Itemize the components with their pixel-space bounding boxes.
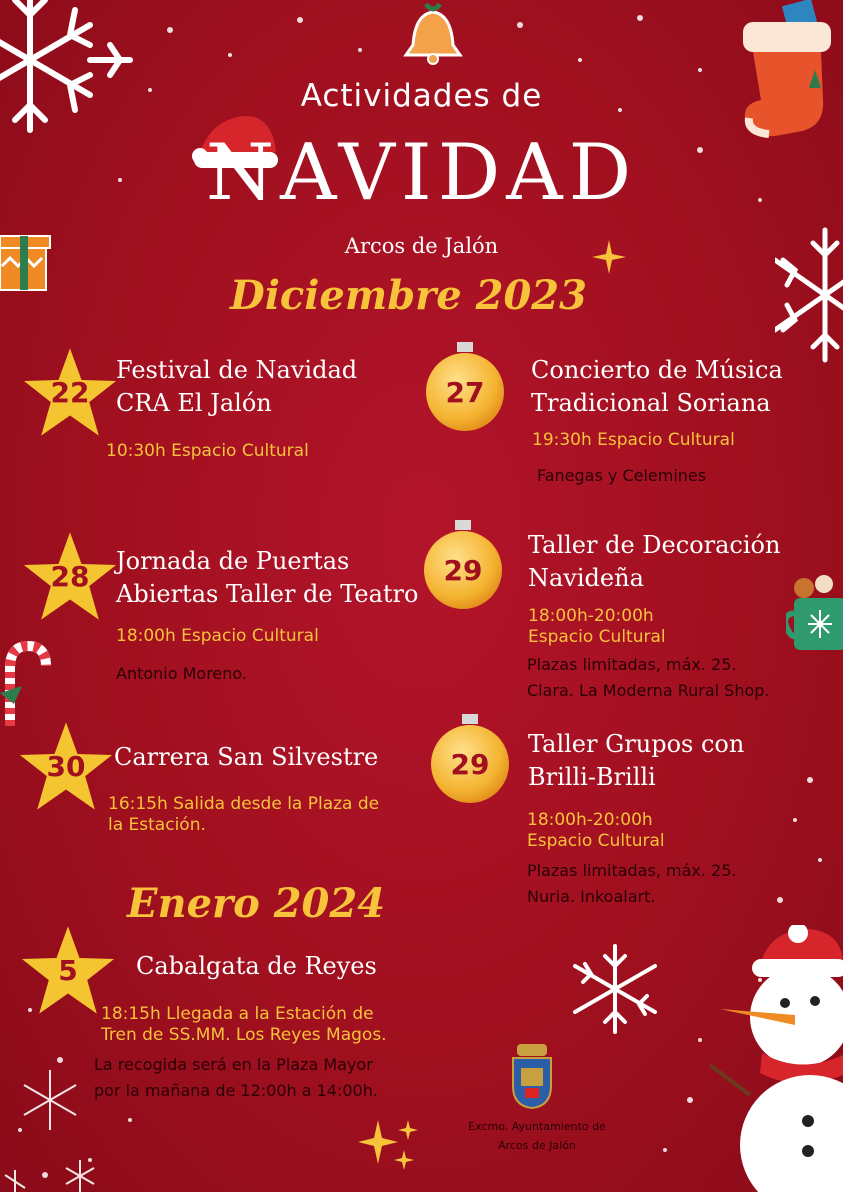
event-note: Fanegas y Celemines — [537, 466, 707, 485]
day-badge-ornament: 27 — [425, 340, 505, 434]
event-title: Concierto de Música Tradicional Soriana — [531, 356, 783, 417]
event-note: Plazas limitadas, máx. 25. Nuria. Inkoalart. — [527, 861, 737, 906]
event-title: Jornada de Puertas Abiertas Taller de Teatro — [116, 547, 419, 608]
bell-icon — [398, 0, 468, 70]
day-badge-ornament: 29 — [430, 712, 510, 806]
event-info: 18:00h-20:00h Espacio Cultural — [527, 810, 665, 851]
candy-cane-icon — [0, 638, 60, 728]
event-info: 18:00h Espacio Cultural — [116, 626, 319, 646]
event-info: 18:15h Llegada a la Estación de Tren de SS.MM. Los Reyes Magos. — [101, 1004, 387, 1045]
event-title: Taller Grupos con Brilli-Brilli — [528, 730, 745, 791]
hot-chocolate-mug-icon — [786, 568, 843, 656]
event-info: 10:30h Espacio Cultural — [106, 441, 309, 461]
event-title: Festival de Navidad CRA El Jalón — [116, 356, 358, 417]
event-note: Plazas limitadas, máx. 25. Clara. La Moderna Rural Shop. — [527, 655, 770, 700]
snowflake-icon — [0, 0, 150, 140]
event-note: La recogida será en la Plaza Mayor por la mañana de 12:00h a 14:00h. — [94, 1055, 378, 1100]
snowflake-icon — [0, 1060, 120, 1192]
stocking-icon — [735, 0, 843, 145]
day-badge-star: 28 — [22, 530, 118, 622]
day-badge-star: 30 — [18, 720, 114, 812]
coat-of-arms-logo — [509, 1042, 555, 1110]
day-badge-star: 22 — [22, 346, 118, 438]
event-title: Cabalgata de Reyes — [136, 952, 377, 980]
header-main-title: NAVIDAD — [205, 128, 638, 218]
sparkle-icon — [358, 1116, 422, 1172]
day-badge-star: 5 — [20, 924, 116, 1016]
event-info: 19:30h Espacio Cultural — [532, 430, 735, 450]
footer-organizer: Excmo. Ayuntamiento de Arcos de Jalón — [468, 1120, 606, 1152]
event-info: 18:00h-20:00h Espacio Cultural — [528, 606, 666, 647]
month-heading-december: Diciembre 2023 — [230, 272, 587, 319]
header-top-line: Actividades de — [300, 78, 543, 114]
snowman-icon — [700, 925, 843, 1192]
event-info: 16:15h Salida desde la Plaza de la Estación. — [108, 794, 380, 835]
header-location: Arcos de Jalón — [344, 234, 499, 258]
month-heading-january: Enero 2024 — [127, 880, 386, 927]
day-badge-ornament: 29 — [423, 518, 503, 612]
snowflake-icon — [565, 944, 665, 1034]
gift-box-icon — [0, 222, 52, 294]
event-title: Carrera San Silvestre — [114, 743, 379, 771]
event-note: Antonio Moreno. — [116, 664, 248, 683]
event-title: Taller de Decoración Navideña — [528, 531, 781, 592]
